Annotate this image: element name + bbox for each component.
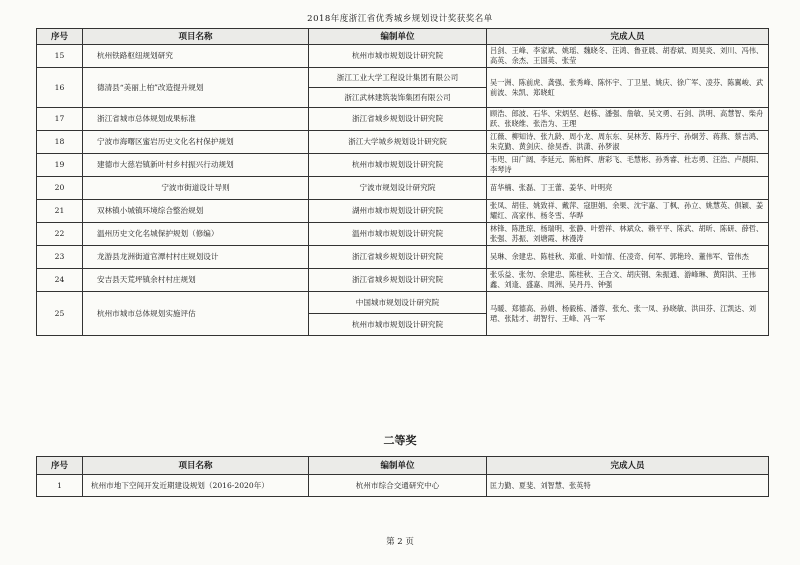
unit-name: 温州市城市规划设计研究院 [309, 223, 487, 246]
project-name: 宁波市街道设计导则 [83, 177, 309, 200]
header-people: 完成人员 [487, 457, 769, 475]
project-name: 宁波市海曙区蜜岩历史文化名村保护规划 [83, 131, 309, 154]
people-list: 林锋、陈胜琼、杨瑞明、张静、叶碧祥、林斌众、赖平平、陈武、胡昕、陈研、薛哲、张强、苏振、刘塘霞、林漫涛 [487, 223, 769, 246]
unit-name: 中国城市规划设计研究院 [309, 292, 487, 314]
project-name: 温州历史文化名城保护规划（修编） [83, 223, 309, 246]
people-list: 江薇、柳知诗、张九龄、周小龙、周东东、吴林芳、陈丹宇、孙炯芳、蒋燕、蔡吉鸿、朱克勤、黄剑庆、徐昊香、洪潇、孙梦淑 [487, 131, 769, 154]
header-unit: 编制单位 [309, 29, 487, 45]
award-table-first [36, 28, 769, 336]
row-no: 16 [37, 68, 83, 108]
project-name: 安吉县天荒坪镇余村村庄规划 [83, 269, 309, 292]
page-number: 第 2 页 [386, 537, 414, 547]
project-name: 杭州铁路枢纽规划研究 [83, 45, 309, 68]
table-row [37, 177, 769, 200]
people-list: 马暖、郑德高、孙娟、杨毅栋、潘蓉、张允、张一凤、孙晓敏、洪田芬、江凯达、刘珺、张陆才、胡智行、王峰、冯一军 [487, 292, 769, 336]
people-list: 苗华楠、张磊、丁王蕾、姜华、叶明亮 [487, 177, 769, 200]
table-row [37, 223, 769, 246]
unit-name: 浙江省城乡规划设计研究院 [309, 246, 487, 269]
header-no: 序号 [37, 457, 83, 475]
project-name: 杭州市地下空间开发近期建设规划（2016-2020年） [83, 475, 309, 497]
unit-name: 湖州市城市规划设计研究院 [309, 200, 487, 223]
header-people: 完成人员 [487, 29, 769, 45]
people-list: 吕剑、王峰、李家斌、姚瑶、魏晓冬、汪鸿、鲁亚晨、胡春斌、周昊炎、刘川、冯伟、高英、余杰、王国英、张莹 [487, 45, 769, 68]
row-no: 17 [37, 108, 83, 131]
row-no: 19 [37, 154, 83, 177]
table-row [37, 475, 769, 497]
unit-name: 杭州市综合交通研究中心 [309, 475, 487, 497]
header-name: 项目名称 [83, 29, 309, 45]
people-list: 韦咫、田广阔、李延元、陈柏辉、唐彩飞、毛慧彬、孙秀睿、杜志勇、汪浩、卢晨阳、李琴诗 [487, 154, 769, 177]
people-list: 张乐益、张勿、余建忠、陈桂秋、王合文、胡庆钢、朱振通、游峰琳、黄阳洪、王伟鑫、刘逢、盛嘉、周洲、吴丹丹、钟强 [487, 269, 769, 292]
people-list: 吴一洲、陈前虎、龚强、张秀峰、陈怀宇、丁卫星、姚庆、徐广军、凌芬、陈翼峻、武前波、朱凯、郑晓虹 [487, 68, 769, 108]
header-unit: 编制单位 [309, 457, 487, 475]
project-name: 德清县“美丽上柏”改造提升规划 [83, 68, 309, 108]
table-row [37, 68, 769, 88]
project-name: 双林镇小城镇环境综合整治规划 [83, 200, 309, 223]
project-name: 杭州市城市总体规划实施评估 [83, 292, 309, 336]
row-no: 1 [37, 475, 83, 497]
header-name: 项目名称 [83, 457, 309, 475]
unit-name: 浙江大学城乡规划设计研究院 [309, 131, 487, 154]
row-no: 23 [37, 246, 83, 269]
row-no: 24 [37, 269, 83, 292]
project-name: 龙游县龙洲街道官潭村村庄规划设计 [83, 246, 309, 269]
table-row [37, 45, 769, 68]
header-no: 序号 [37, 29, 83, 45]
row-no: 21 [37, 200, 83, 223]
table-row [37, 269, 769, 292]
row-no: 25 [37, 292, 83, 336]
table-row [37, 154, 769, 177]
table-row [37, 246, 769, 269]
table-row [37, 292, 769, 314]
unit-name: 杭州市城市规划设计研究院 [309, 45, 487, 68]
project-name: 浙江省城市总体规划成果标准 [83, 108, 309, 131]
unit-name: 浙江省城乡规划设计研究院 [309, 269, 487, 292]
row-no: 20 [37, 177, 83, 200]
people-list: 吴琳、余建忠、陈桂秋、郑重、叶如情、任凌奇、何军、郭艳玲、董伟军、管伟杰 [487, 246, 769, 269]
unit-name: 宁波市规划设计研究院 [309, 177, 487, 200]
row-no: 18 [37, 131, 83, 154]
people-list: 匡力勤、夏斐、刘智慧、张英特 [487, 475, 769, 497]
unit-name: 杭州市城市规划设计研究院 [309, 154, 487, 177]
table-row [37, 131, 769, 154]
page-title: 2018年度浙江省优秀城乡规划设计奖获奖名单 [307, 14, 493, 24]
row-no: 15 [37, 45, 83, 68]
row-no: 22 [37, 223, 83, 246]
unit-name: 杭州市城市规划设计研究院 [309, 314, 487, 336]
unit-name: 浙江武林建筑装饰集团有限公司 [309, 88, 487, 108]
award-table-second [36, 456, 769, 497]
people-list: 顾浩、郎波、石华、宋炳坚、赵栋、潘强、詹敏、吴文勇、石剑、洪明、高慧智、柴舟跃、张晓维、张浩为、王理 [487, 108, 769, 131]
people-list: 张凤、胡佳、姚致祥、戴萍、寇胆娟、余果、沈宇嘉、丁枫、孙立、姚慧英、俱颖、姜耀红、高家伟、杨冬雪、华晔 [487, 200, 769, 223]
unit-name: 浙江省城乡规划设计研究院 [309, 108, 487, 131]
table-row [37, 200, 769, 223]
table-row [37, 108, 769, 131]
section-title-second-prize: 二等奖 [383, 434, 417, 447]
project-name: 建德市大慈岩镇新叶村乡村振兴行动规划 [83, 154, 309, 177]
unit-name: 浙江工业大学工程设计集团有限公司 [309, 68, 487, 88]
